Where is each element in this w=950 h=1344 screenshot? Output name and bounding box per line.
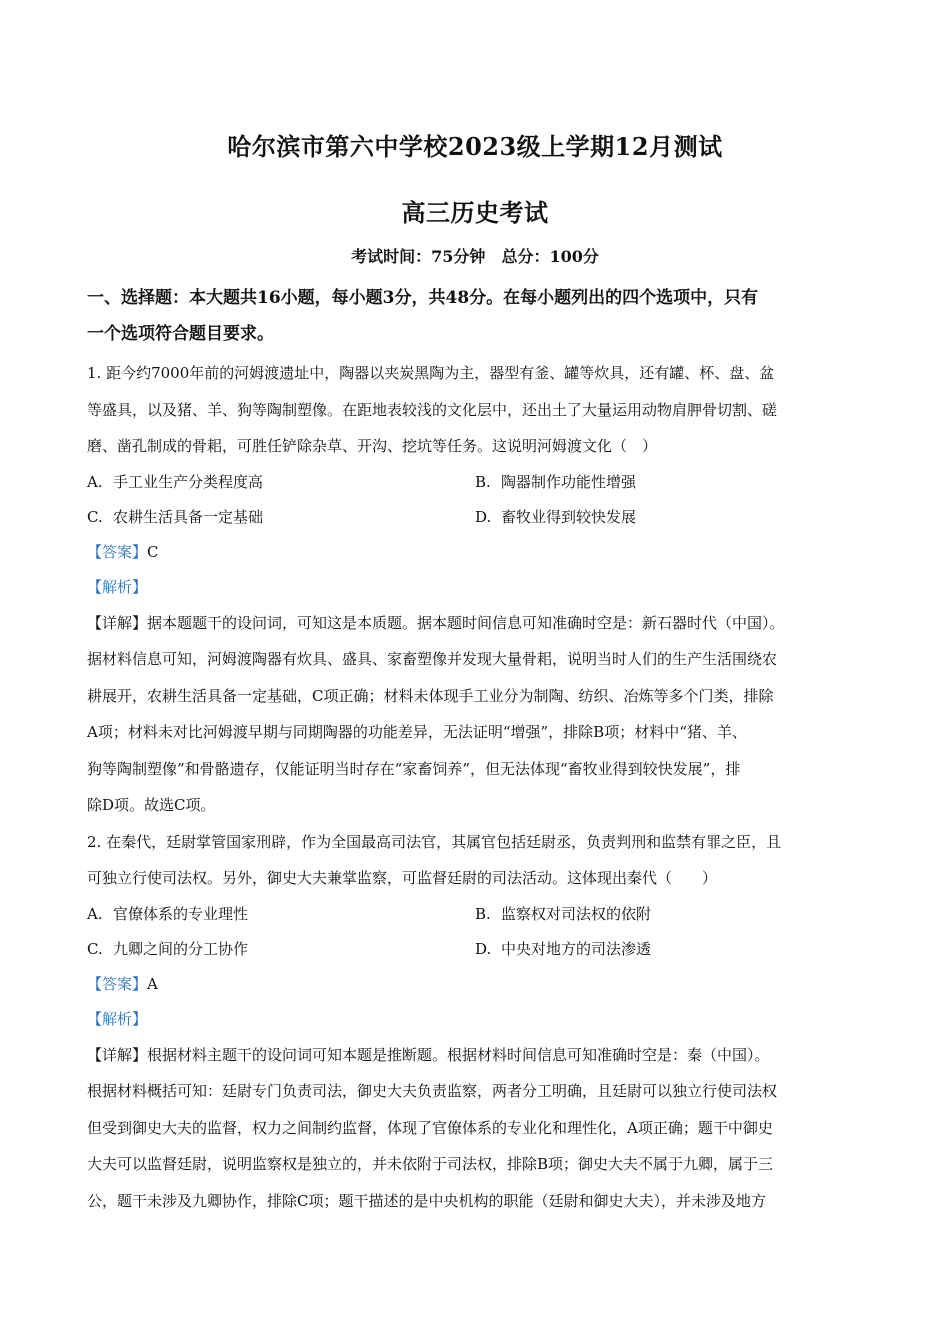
option-b — [475, 465, 863, 500]
option-text: 畜牧业得到较快发展 — [501, 507, 637, 526]
analysis-line — [87, 1002, 863, 1037]
exam-total-score: 总分：100分 — [501, 247, 599, 266]
answer-tag: 【答案】 — [87, 542, 148, 561]
section-heading-line-2: 一个选项符合题目要求。 — [87, 324, 274, 344]
option-text: 监察权对司法权的依附 — [501, 904, 652, 923]
exam-title: 哈尔滨市第六中学校2023级上学期12月测试 — [227, 132, 723, 161]
question-stem-line: 等盛具，以及猪、羊、狗等陶制塑像。在距地表较浅的文化层中，还出土了大量运用动物肩胛骨切割、磋 — [87, 400, 778, 419]
question-options — [87, 897, 863, 967]
option-key: B. — [475, 904, 491, 923]
answer-line — [87, 535, 863, 570]
detail-line — [87, 1037, 863, 1074]
option-d — [475, 932, 863, 967]
analysis-line — [87, 570, 863, 605]
answer-line — [87, 967, 863, 1002]
analysis-tag: 【解析】 — [87, 577, 148, 596]
answer-tag: 【答案】 — [87, 974, 148, 993]
question-2 — [87, 824, 863, 1220]
option-d — [475, 500, 863, 535]
option-c — [87, 932, 475, 967]
option-key: D. — [475, 939, 492, 958]
question-1 — [87, 355, 863, 824]
option-key: C. — [87, 507, 103, 526]
question-stem-line: 2. 在秦代，廷尉掌管国家刑辟，作为全国最高司法官，其属官包括廷尉丞，负责判刑和监禁有罪之臣，且 — [87, 832, 782, 851]
option-text: 农耕生活具备一定基础 — [113, 507, 264, 526]
question-stem-line: 1. 距今约7000年前的河姆渡遗址中，陶器以夹炭黑陶为主，器型有釜、罐等炊具，还有罐、杯、盘、盆 — [87, 364, 775, 382]
option-text: 九卿之间的分工协作 — [113, 939, 249, 958]
option-text: 官僚体系的专业理性 — [113, 904, 249, 923]
detail-text: 根据材料主题干的设问词可知本题是推断题。根据材料时间信息可知准确时空是：秦（中国）。 — [147, 1045, 770, 1064]
exam-content — [87, 280, 863, 1219]
detail-line: 狗等陶制塑像”和骨骼遗存，仅能证明当时存在“家畜饲养”，但无法体现“畜牧业得到较快发展”，排 — [87, 759, 741, 778]
detail-line: 大夫可以监督廷尉，说明监察权是独立的，并未依附于司法权，排除B项；御史大夫不属于九卿，属于三 — [87, 1155, 774, 1173]
question-stem-line: 可独立行使司法权。另外，御史大夫兼掌监察，可监督廷尉的司法活动。这体现出秦代（ ） — [87, 869, 718, 887]
detail-line: 据材料信息可知，河姆渡陶器有炊具、盛具、家畜塑像并发现大量骨耜，说明当时人们的生产生活围绕农 — [87, 650, 778, 668]
detail-tag: 【详解】 — [87, 613, 148, 632]
option-key: B. — [475, 472, 491, 491]
option-key: C. — [87, 939, 103, 958]
detail-line: 但受到御史大夫的监督，权力之间制约监督，体现了官僚体系的专业化和理性化，A项正确；题干中御史 — [87, 1118, 773, 1137]
detail-line: A项；材料未对比河姆渡早期与同期陶器的功能差异，无法证明“增强”，排除B项；材料中“猪、羊、 — [87, 723, 747, 741]
option-c — [87, 500, 475, 535]
option-text: 中央对地方的司法渗透 — [501, 939, 652, 958]
exam-subject-title: 高三历史考试 — [401, 198, 549, 227]
option-a — [87, 897, 475, 932]
option-b — [475, 897, 863, 932]
option-key: D. — [475, 507, 492, 526]
detail-line — [87, 605, 863, 642]
answer-value: A — [147, 974, 158, 993]
option-key: A. — [87, 472, 103, 491]
exam-time: 考试时间：75分钟 — [351, 247, 486, 266]
detail-line: 除D项。故选C项。 — [87, 796, 216, 814]
option-key: A. — [87, 904, 103, 923]
detail-tag: 【详解】 — [87, 1045, 148, 1064]
question-options — [87, 465, 863, 535]
answer-value: C — [147, 542, 159, 561]
section-heading-line-1: 一、选择题：本大题共16小题，每小题3分，共48分。在每小题列出的四个选项中，只有 — [87, 288, 759, 308]
option-a — [87, 465, 475, 500]
option-text: 手工业生产分类程度高 — [113, 472, 264, 491]
detail-line: 根据材料概括可知：廷尉专门负责司法，御史大夫负责监察，两者分工明确，且廷尉可以独立行使司法权 — [87, 1082, 778, 1100]
option-text: 陶器制作功能性增强 — [501, 472, 637, 491]
detail-line: 公，题干未涉及九卿协作，排除C项；题干描述的是中央机构的职能（廷尉和御史大夫），并未涉及地方 — [87, 1191, 766, 1210]
detail-line: 耕展开，农耕生活具备一定基础，C项正确；材料未体现手工业分为制陶、纺织、冶炼等多个门类，排除 — [87, 686, 774, 705]
analysis-tag: 【解析】 — [87, 1009, 148, 1028]
detail-text: 据本题题干的设问词，可知这是本质题。据本题时间信息可知准确时空是：新石器时代（中国）。 — [147, 613, 785, 632]
question-stem-line: 磨、凿孔制成的骨耜，可胜任铲除杂草、开沟、挖坑等任务。这说明河姆渡文化（ ） — [87, 437, 658, 455]
exam-info — [0, 244, 950, 267]
